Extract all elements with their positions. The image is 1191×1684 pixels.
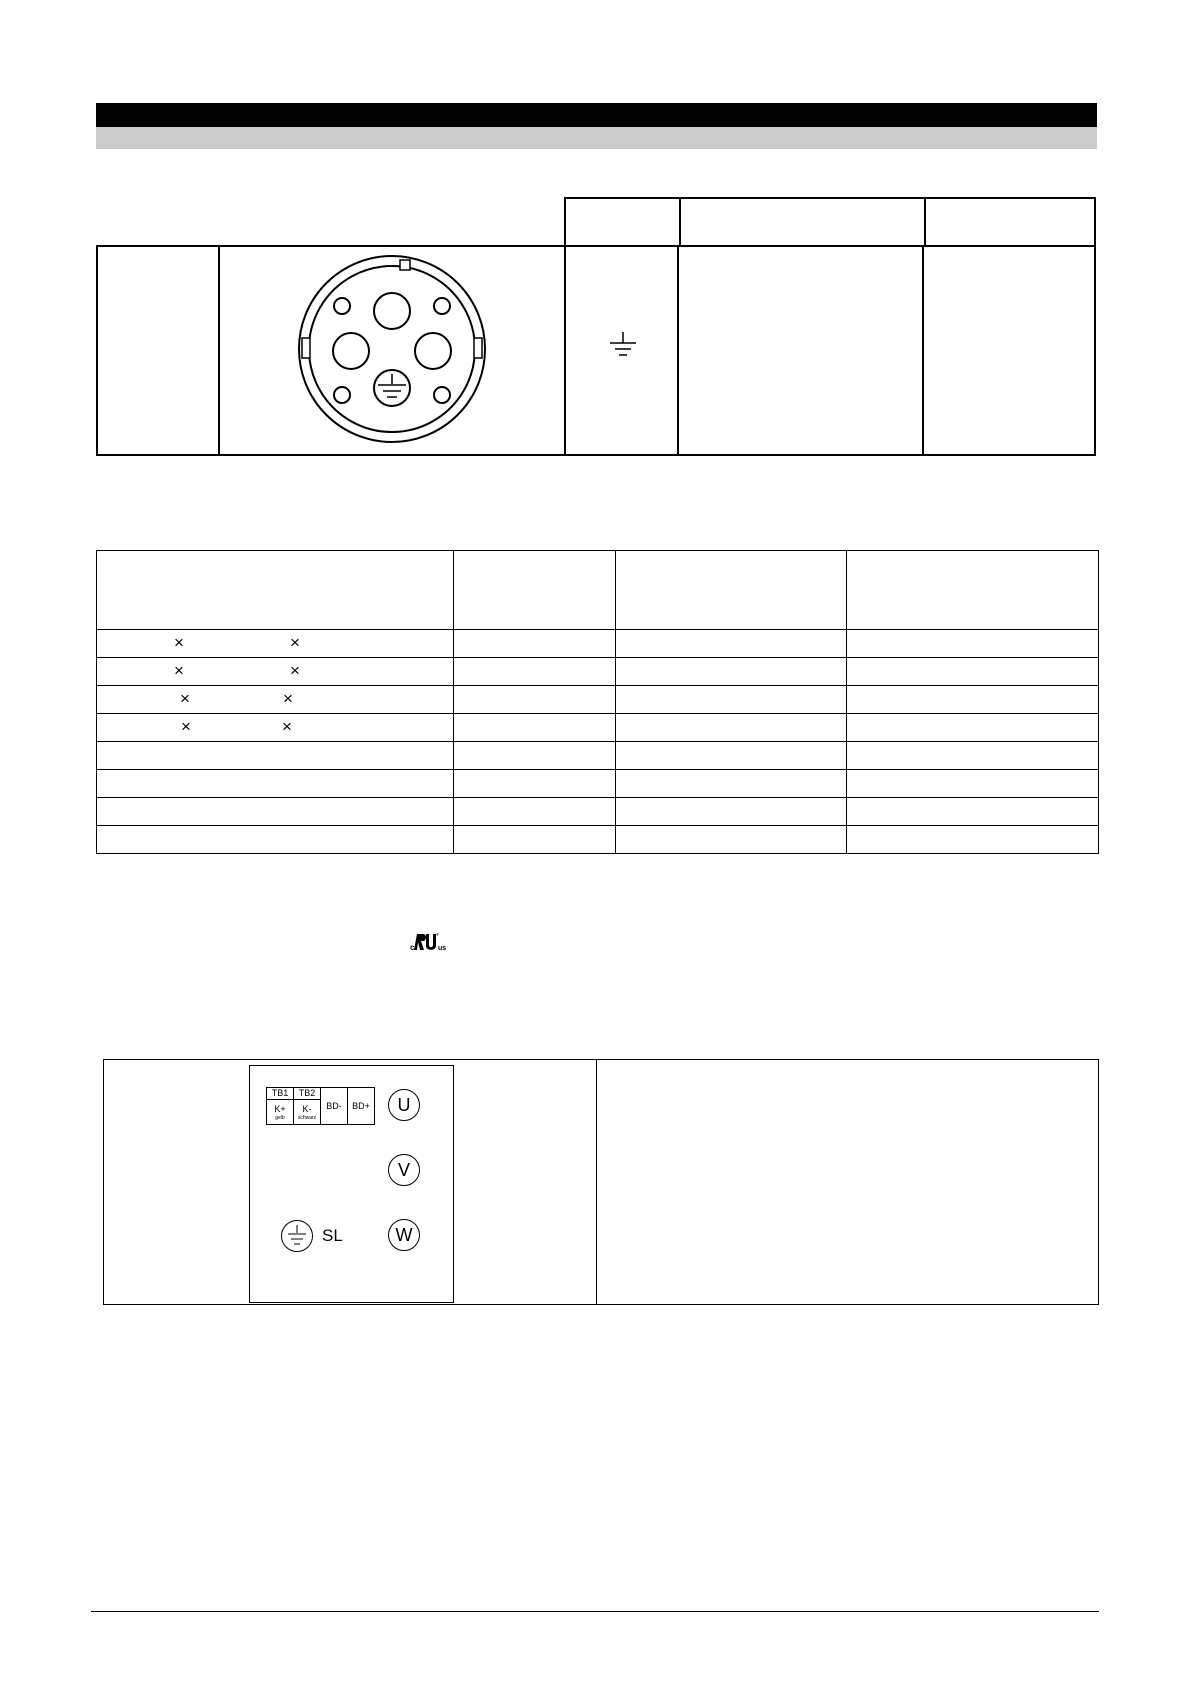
terminal-box-diagram bbox=[249, 1065, 454, 1303]
table-row bbox=[97, 630, 1099, 658]
times-symbol: × bbox=[181, 717, 191, 736]
times-symbol: × bbox=[290, 661, 300, 680]
times-symbol: × bbox=[282, 717, 292, 736]
svg-text:us: us bbox=[438, 945, 447, 952]
tb2-label: TB2 bbox=[294, 1088, 321, 1100]
table-row bbox=[97, 714, 1099, 742]
culus-logo bbox=[410, 930, 454, 952]
svg-text:c: c bbox=[410, 943, 415, 952]
ground-icon bbox=[608, 332, 638, 360]
k-minus-label: K- bbox=[302, 1103, 312, 1114]
table-row bbox=[97, 742, 1099, 770]
k-plus-label: K+ bbox=[274, 1103, 286, 1114]
times-symbol: × bbox=[174, 633, 184, 652]
k-minus-color: schwarz bbox=[297, 1114, 317, 1121]
terminal-table bbox=[103, 1059, 1099, 1305]
k-plus-color: gelb bbox=[275, 1114, 285, 1121]
table-row bbox=[97, 770, 1099, 798]
phase-w-terminal: W bbox=[388, 1219, 420, 1251]
table-row bbox=[97, 826, 1099, 854]
times-symbol: × bbox=[290, 633, 300, 652]
subheader-bar bbox=[96, 127, 1097, 149]
cable-table-header-row bbox=[97, 551, 1099, 630]
phase-v-terminal: V bbox=[388, 1154, 420, 1186]
times-symbol: × bbox=[180, 689, 190, 708]
bd-plus-label: BD+ bbox=[348, 1088, 375, 1125]
tb1-label: TB1 bbox=[267, 1088, 294, 1100]
svg-text:®: ® bbox=[436, 932, 439, 937]
table-row bbox=[97, 658, 1099, 686]
cable-table bbox=[96, 550, 1099, 854]
table-row bbox=[97, 798, 1099, 826]
ground-label: SL bbox=[322, 1226, 343, 1245]
bd-minus-label: BD- bbox=[321, 1088, 348, 1125]
header-bar bbox=[96, 103, 1097, 127]
times-symbol: × bbox=[283, 689, 293, 708]
connector-face-diagram bbox=[296, 252, 488, 450]
connector-table-header bbox=[564, 197, 1096, 245]
tb-terminal-block bbox=[266, 1087, 375, 1125]
connector-table-body bbox=[96, 245, 1096, 456]
footer-rule bbox=[91, 1611, 1099, 1612]
ground-terminal-icon bbox=[280, 1219, 314, 1253]
table-row bbox=[97, 686, 1099, 714]
phase-u-terminal: U bbox=[388, 1089, 420, 1121]
times-symbol: × bbox=[174, 661, 184, 680]
